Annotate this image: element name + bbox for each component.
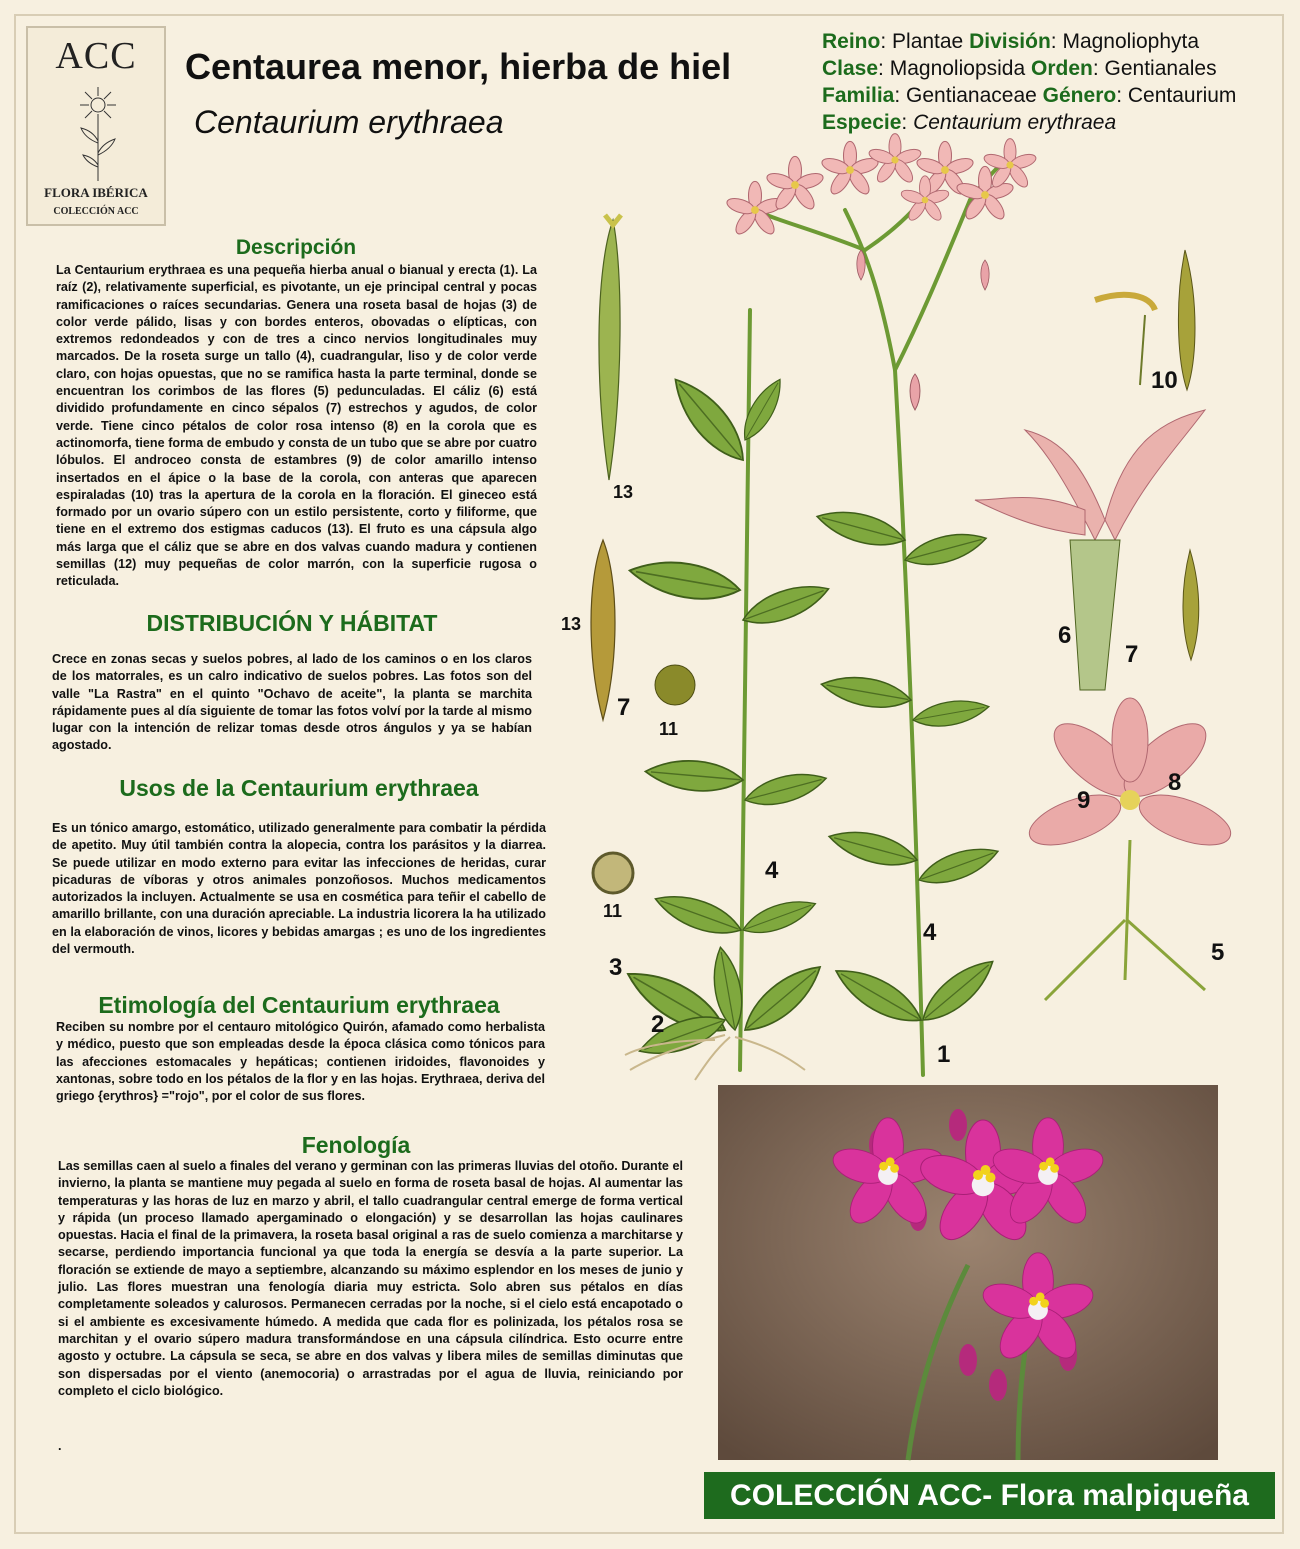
logo-coleccion: COLECCIÓN ACC xyxy=(53,206,139,217)
reino-label: Reino xyxy=(822,30,881,53)
division-value: Magnoliophyta xyxy=(1062,30,1200,53)
clase-label: Clase xyxy=(822,57,879,80)
familia-value: Gentianaceae xyxy=(906,84,1037,107)
taxonomy-row-2: Clase: Magnoliopsida Orden: Gentianales xyxy=(822,57,1217,80)
usos-text: Es un tónico amargo, estomático, utilizado generalmente para combatir la pérdida de apetito. Muy útil también contra la alopecia, contra los parásitos y la diarrea. Se puede utilizar en modo externo para evitar las infecciones de heridas, curar picaduras de víboras y otros animales ponzoñosos. Muchos medicamentos autorizados la incluyen. Actualmente se usa en cosmética para teñir el cabello de amarillo brillante, con una duración apreciable. La industria licorera la ha utilizado en la elaboración de vinos, licores y bebidas amargas ; es uno de los ingredientes del vermouth. xyxy=(52,821,546,957)
label-6: 6 xyxy=(1058,622,1072,649)
clase-value: Magnoliopsida xyxy=(889,57,1026,80)
botanical-plate-illustration xyxy=(561,140,1285,1085)
label-3: 3 xyxy=(609,954,623,981)
distribucion-text: Crece en zonas secas y suelos pobres, al lado de los caminos o en los claros de los matorrales, es un calro indicativo de suelos pobres. Las fotos son del valle "La Rastra" en el quinto "Ochavo de aceite", la planta se marchita rápidamente pues al día siguiente de tomar las fotos volví por la tarde al mismo lugar con la intención de relizar tomas desde otros ángulos y ya se habían agostado. xyxy=(52,652,532,753)
scientific-name: Centaurium erythraea xyxy=(194,104,504,140)
genero-value: Centaurium xyxy=(1127,84,1237,107)
label-1: 1 xyxy=(937,1041,951,1068)
distribucion-heading: DISTRIBUCIÓN Y HÁBITAT xyxy=(146,610,438,636)
flower-logo-icon xyxy=(73,83,123,183)
genero-label: Género xyxy=(1042,84,1117,107)
label-4b: 4 xyxy=(923,919,937,946)
reino-value: Plantae xyxy=(892,30,964,53)
division-label: División xyxy=(969,30,1051,53)
taxonomy-row-3: Familia: Gentianaceae Género: Centaurium xyxy=(822,84,1237,107)
descripcion-text: La Centaurium erythraea es una pequeña hierba anual o bianual y erecta (1). La raíz (2), relativamente superficial, es pivotante, un eje principal central y pocas ramificaciones o raíces secundarias. Genera una roseta basal de hojas (3) de color verde pálido, lisas y con bordes enteros, obovadas o elípticas, con extremos redondeados y con de tres a cinco nervios longitudinales muy marcados. De la roseta surge un tallo (4), cuadrangular, liso y de color verde claro, con hojas opuestas, que no se ramifica hasta la parte terminal, donde se encuentran los corimbos de las flores (5) pedunculadas. El cáliz (6) está dividido profundamente en cinco sépalos (7) estrechos y agudos, de color verde. Tiene cinco pétalos de color rosa intenso (8) en la corola que es actinomorfa, tiene forma de embudo y consta de un tubo que se abre por cuatro lóbulos. El androceo consta de estambres (9) de color amarillo intenso insertados en el ápice o la base de la corola, con anteras que aparecen espiraladas (10) tras la apertura de la corola en la floración. El gineceo está formado por un ovario súpero con un estilo persistente, corto y filiforme, que tiene en el extremo dos estigmas caducos (13). El fruto es una cápsula algo más larga que el cáliz que se abre en dos valvas cuando madura y contienen semillas (12) muy pequeñas de color marrón, con la superficie rugosa o reticulada. xyxy=(56,263,537,589)
etimologia-text: Reciben su nombre por el centauro mitológico Quirón, afamado como herbalista y médico, puesto que son empleadas desde la época clásica como tónicos para las afecciones estomacales y hepáticas; contienen iridoides, flavonoides y xantonas, sobre todo en los pétalos de la flor y en las hojas. Erythraea, deriva del griego {erythros} ="rojo", por el color de sus flores. xyxy=(56,1020,545,1104)
familia-label: Familia xyxy=(822,84,895,107)
label-8: 8 xyxy=(1168,769,1182,796)
label-5: 5 xyxy=(1211,939,1225,966)
logo-flora-iberica: FLORA IBÉRICA xyxy=(44,185,148,200)
label-13a: 13 xyxy=(613,482,634,502)
logo-acc-text: ACC xyxy=(55,35,137,77)
label-7b: 7 xyxy=(1125,641,1139,668)
taxonomy-row-1: Reino: Plantae División: Magnoliophyta xyxy=(822,30,1200,53)
fenologia-heading: Fenología xyxy=(301,1132,411,1158)
label-9: 9 xyxy=(1077,787,1091,814)
orden-value: Gentianales xyxy=(1104,57,1217,80)
taxonomy-row-4: Especie: Centaurium erythraea xyxy=(822,111,1117,134)
descripcion-heading: Descripción xyxy=(235,236,357,259)
flower-photo xyxy=(718,1085,1218,1460)
label-11b: 11 xyxy=(603,901,623,921)
label-2: 2 xyxy=(651,1011,665,1038)
fenologia-trailing: . xyxy=(58,1439,62,1453)
etimologia-heading: Etimología del Centaurium erythraea xyxy=(98,992,500,1018)
especie-value: Centaurium erythraea xyxy=(913,111,1117,134)
especie-label: Especie xyxy=(822,111,902,134)
page-title: Centaurea menor, hierba de hiel xyxy=(185,46,732,87)
usos-heading: Usos de la Centaurium erythraea xyxy=(119,775,479,801)
orden-label: Orden xyxy=(1031,57,1093,80)
acc-logo xyxy=(26,26,166,226)
taxonomy-block xyxy=(822,28,1236,136)
label-13b: 13 xyxy=(561,614,582,634)
label-10: 10 xyxy=(1151,367,1178,394)
label-7a: 7 xyxy=(617,694,631,721)
coleccion-banner: COLECCIÓN ACC- Flora malpiqueña xyxy=(704,1472,1275,1519)
label-11a: 11 xyxy=(659,719,679,739)
label-4a: 4 xyxy=(765,857,779,884)
fenologia-text: Las semillas caen al suelo a finales del verano y germinan con las primeras lluvias del otoño. Durante el invierno, la planta se mantiene muy pegada al suelo en forma de roseta basal de hojas. Al aumentar las temperaturas y las horas de luz en marzo y abril, el tallo cuadrangular central emerge de forma vertical y rápida (un proceso llamado apergaminado o elongación) y se desarrollan las hojas caulinares opuestas. Hacia el final de la primavera, la roseta basal original a ras de suelo comienza a marchitarse y secarse, perdiendo importancia funcional ya que toda la energía se desvía a la parte superior. La floración se extiende de mayo a septiembre, alcanzando su máximo esplendor en los meses de junio y julio. Las flores muestran una fenología diaria muy estricta. Solo abren sus pétalos en días completamente soleados y calurosos. Permanecen cerradas por la noche, si el cielo está encapotado o si el ambiente es excesivamente húmedo. A medida que cada flor es polinizada, los pétalos rosa se marchitan y el ovario súpero madura transformándose en una cápsula cilíndrica. Esto ocurre entre agosto y octubre. La cápsula se seca, se abre en dos valvas y libera miles de semillas diminutas que son dispersadas por el viento (anemocoria) o arrastradas por el agua de lluvia, reiniciando por completo el ciclo biológico. xyxy=(58,1159,683,1398)
